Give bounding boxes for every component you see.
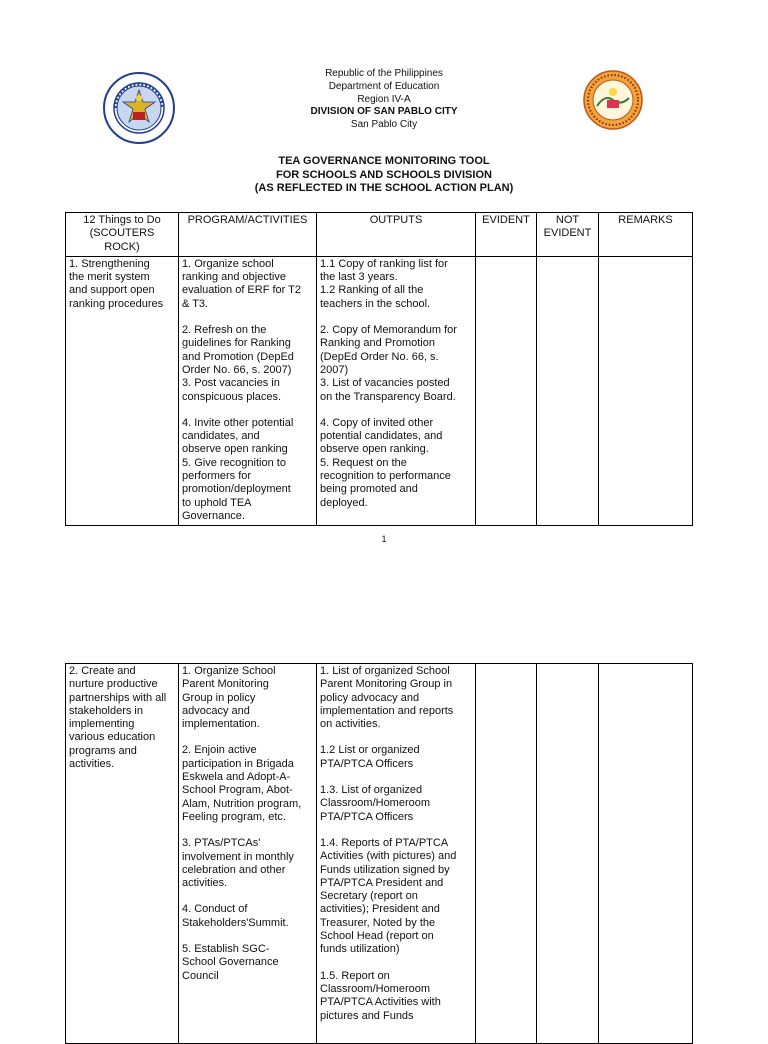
cell-remarks[interactable] xyxy=(599,256,693,525)
cell-thing: 1. Strengthening the merit system and support open ranking procedures xyxy=(66,256,179,525)
document-title xyxy=(0,155,768,196)
cell-program: 1. Organize school ranking and objective evaluation of ERF for T2 & T3. 2. Refresh on the guidelines for Ranking and Promotion (DepEd Order No. 66, s. 2007) 3. Post vacancies in conspicuous places. 4. Invite other potential candidates, and observe open ranking 5. Give recognition to performers for promotion/deployment to uphold TEA Governance. xyxy=(179,256,317,525)
cell-evident[interactable] xyxy=(476,256,537,525)
monitoring-table-page-1 xyxy=(65,212,693,526)
letterhead-department: Department of Education xyxy=(328,80,440,92)
table-row xyxy=(66,256,693,525)
col-header-evident: EVIDENT xyxy=(476,213,537,257)
letterhead-city: San Pablo City xyxy=(350,119,418,131)
cell-outputs: 1. List of organized School Parent Monitoring Group in policy advocacy and implementation and reports on activities. 1.2 List or organized PTA/PTCA Officers 1.3. List of organized Classroom/Homeroom PTA/PTCA Officers 1.4. Reports of PTA/PTCA Activities (with pictures) and Funds utilization signed by PTA/PTCA President and Secretary (report on activities); President and Treasurer, Noted by the School Head (report on funds utilization) 1.5. Report on Classroom/Homeroom PTA/PTCA Activities with pictures and Funds xyxy=(317,664,476,1044)
col-header-outputs: OUTPUTS xyxy=(317,213,476,257)
cell-not-evident[interactable] xyxy=(537,664,599,1044)
cell-not-evident[interactable] xyxy=(537,256,599,525)
col-header-remarks: REMARKS xyxy=(599,213,693,257)
col-header-not-evident: NOT EVIDENT xyxy=(537,213,599,257)
cell-outputs: 1.1 Copy of ranking list for the last 3 years. 1.2 Ranking of all the teachers in the school. 2. Copy of Memorandum for Ranking and Promotion (DepEd Order No. 66, s. 2007) 3. List of vacancies posted on the Transparency Board. 4. Copy of invited other potential candidates, and observe open ranking. 5. Request on the recognition to performance being promoted and deployed. xyxy=(317,256,476,525)
monitoring-table-page-2 xyxy=(65,663,693,1044)
cell-remarks[interactable] xyxy=(599,664,693,1044)
cell-evident[interactable] xyxy=(476,664,537,1044)
title-line-2: FOR SCHOOLS AND SCHOOLS DIVISION xyxy=(276,168,492,181)
letterhead-region: Region IV-A xyxy=(357,93,411,105)
page-number: 1 xyxy=(381,534,387,544)
title-line-1: TEA GOVERNANCE MONITORING TOOL xyxy=(278,155,490,167)
letterhead-division: DIVISION OF SAN PABLO CITY xyxy=(310,106,458,118)
letterhead-country: Republic of the Philippines xyxy=(325,68,443,79)
col-header-things-to-do: 12 Things to Do (SCOUTERS ROCK) xyxy=(66,213,179,257)
table-header-row xyxy=(66,213,693,257)
cell-program: 1. Organize School Parent Monitoring Group in policy advocacy and implementation. 2. Enjoin active participation in Brigada Eskwela and Adopt-A- School Program, Abot- Alam, Nutrition program, Feeling program, etc. 3. PTAs/PTCAs' involvement in monthly celebration and other activities. 4. Conduct of Stakeholders'Summit. 5. Establish SGC- School Governance Council xyxy=(179,664,317,1044)
letterhead xyxy=(0,68,768,132)
table-row xyxy=(66,664,693,1044)
title-line-3: (AS REFLECTED IN THE SCHOOL ACTION PLAN) xyxy=(254,182,514,194)
cell-thing: 2. Create and nurture productive partnerships with all stakeholders in implementing various education programs and activities. xyxy=(66,664,179,1044)
col-header-program: PROGRAM/ACTIVITIES xyxy=(179,213,317,257)
